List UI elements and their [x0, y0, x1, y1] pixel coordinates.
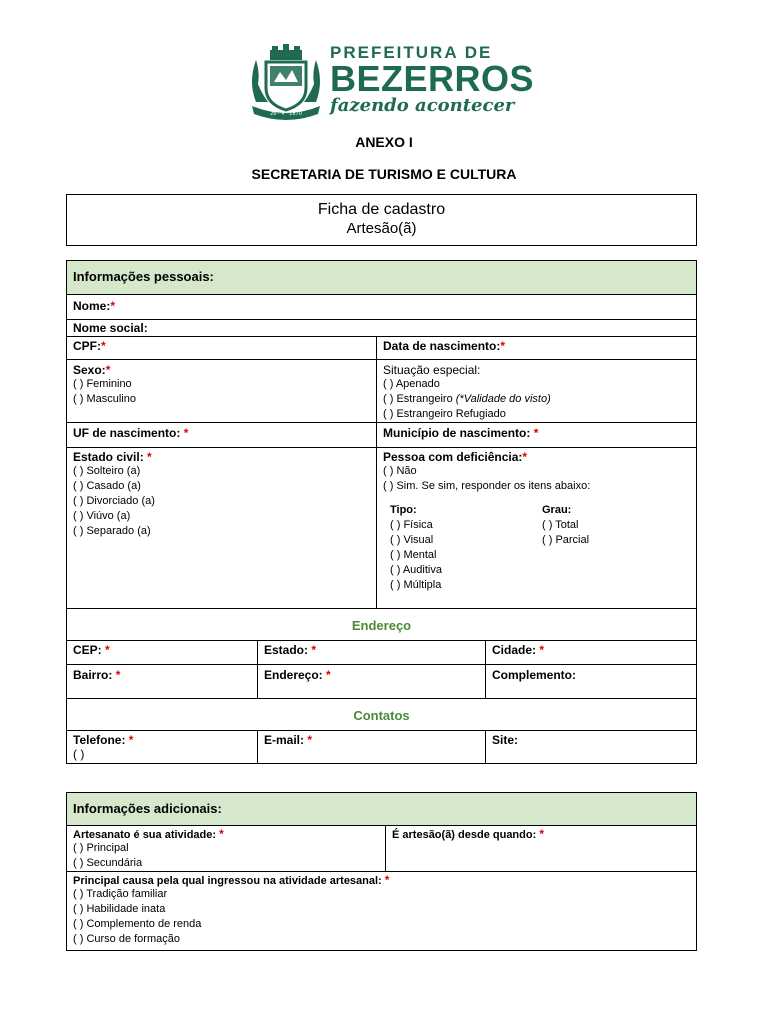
form-title-box — [66, 194, 697, 246]
contacts-header: Contatos — [66, 698, 697, 731]
deficiencia-field: Pessoa com deficiência:* ( ) Não ( ) Sim. Se sim, responder os itens abaixo: Tipo: ( ) Física ( ) Visual ( ) Mental ( ) Auditiva ( ) Múltipla Grau: ( ) Total ( ) Parcial — [376, 447, 697, 609]
situacao-option-refugiado[interactable]: ( ) Estrangeiro Refugiado — [383, 408, 506, 420]
birth-date-field[interactable]: Data de nascimento:* — [376, 336, 697, 360]
estado-civil-field: Estado civil: * ( ) Solteiro (a) ( ) Casado (a) ( ) Divorciado (a) ( ) Viúvo (a) ( ) Separado (a) — [66, 447, 377, 609]
address-header: Endereço — [66, 608, 697, 641]
bairro-field[interactable]: Bairro: * — [66, 664, 258, 699]
sexo-field: Sexo:* ( ) Feminino ( ) Masculino — [66, 359, 377, 423]
atividade-field: Artesanato é sua atividade: * ( ) Principal ( ) Secundária — [66, 825, 386, 872]
email-field[interactable]: E-mail: * — [257, 730, 486, 764]
causa-option[interactable]: ( ) Habilidade inata — [73, 903, 166, 915]
grau-option[interactable]: ( ) Parcial — [542, 534, 590, 546]
telefone-ddd: ( ) — [73, 747, 85, 761]
telefone-field[interactable]: Telefone: * ( ) — [66, 730, 258, 764]
complemento-field[interactable]: Complemento: — [485, 664, 697, 699]
additional-info-header: Informações adicionais: — [66, 792, 697, 826]
causa-option[interactable]: ( ) Complemento de renda — [73, 918, 202, 930]
prefeitura-logo — [246, 42, 536, 120]
tipo-option[interactable]: ( ) Múltipla — [390, 579, 442, 591]
sexo-option-feminino[interactable]: ( ) Feminino — [73, 378, 132, 390]
cep-field[interactable]: CEP: * — [66, 640, 258, 665]
cidade-field[interactable]: Cidade: * — [485, 640, 697, 665]
atividade-option-principal[interactable]: ( ) Principal — [73, 842, 129, 854]
estado-field[interactable]: Estado: * — [257, 640, 486, 665]
situacao-option-apenado[interactable]: ( ) Apenado — [383, 378, 440, 390]
form-title: Ficha de cadastro — [317, 201, 446, 218]
atividade-option-secundaria[interactable]: ( ) Secundária — [73, 857, 143, 869]
estado-civil-option[interactable]: ( ) Separado (a) — [73, 525, 151, 537]
causa-option[interactable]: ( ) Tradição familiar — [73, 888, 168, 900]
tipo-label: Tipo: — [390, 504, 417, 516]
logo-slogan: fazendo acontecer — [330, 95, 515, 116]
nome-field[interactable]: Nome:* — [66, 294, 697, 320]
estado-civil-option[interactable]: ( ) Viúvo (a) — [73, 510, 131, 522]
city-seal-icon — [246, 42, 326, 120]
situacao-field: Situação especial: ( ) Apenado ( ) Estrangeiro (*Validade do visto) ( ) Estrangeiro Refugiado — [376, 359, 697, 423]
uf-field[interactable]: UF de nascimento: * — [66, 422, 377, 448]
tipo-option[interactable]: ( ) Visual — [390, 534, 434, 546]
annex-title: ANEXO I — [355, 134, 413, 150]
tipo-option[interactable]: ( ) Mental — [390, 549, 437, 561]
cpf-field[interactable]: CPF:* — [66, 336, 377, 360]
causa-option[interactable]: ( ) Curso de formação — [73, 933, 180, 945]
form-subtitle: Artesão(ã) — [346, 220, 417, 237]
nome-social-field[interactable]: Nome social: — [66, 319, 697, 337]
desde-field[interactable]: É artesão(ã) desde quando: * — [385, 825, 697, 872]
situacao-option-estrangeiro[interactable]: ( ) Estrangeiro (*Validade do visto) — [383, 393, 551, 405]
logo-line1: PREFEITURA DE — [330, 43, 493, 62]
tipo-option[interactable]: ( ) Auditiva — [390, 564, 442, 576]
estado-civil-option[interactable]: ( ) Solteiro (a) — [73, 465, 141, 477]
causa-field: Principal causa pela qual ingressou na atividade artesanal: * ( ) Tradição familiar ( ) Habilidade inata ( ) Complemento de renda ( ) Curso de formação — [66, 871, 697, 951]
grau-option[interactable]: ( ) Total — [542, 519, 579, 531]
tipo-option[interactable]: ( ) Física — [390, 519, 433, 531]
endereco-field[interactable]: Endereço: * — [257, 664, 486, 699]
estado-civil-option[interactable]: ( ) Divorciado (a) — [73, 495, 155, 507]
deficiencia-option-nao[interactable]: ( ) Não — [383, 465, 417, 477]
logo-line2: BEZERROS — [330, 58, 535, 99]
municipio-field[interactable]: Município de nascimento: * — [376, 422, 697, 448]
personal-info-header: Informações pessoais: — [66, 260, 697, 295]
estado-civil-option[interactable]: ( ) Casado (a) — [73, 480, 141, 492]
secretariat-title: SECRETARIA DE TURISMO E CULTURA — [251, 166, 517, 182]
svg-text:26 · 4 · 1870: 26 · 4 · 1870 — [270, 111, 302, 117]
deficiencia-option-sim[interactable]: ( ) Sim. Se sim, responder os itens abaixo: — [383, 480, 591, 492]
sexo-option-masculino[interactable]: ( ) Masculino — [73, 393, 136, 405]
grau-label: Grau: — [542, 504, 572, 516]
site-field[interactable]: Site: — [485, 730, 697, 764]
